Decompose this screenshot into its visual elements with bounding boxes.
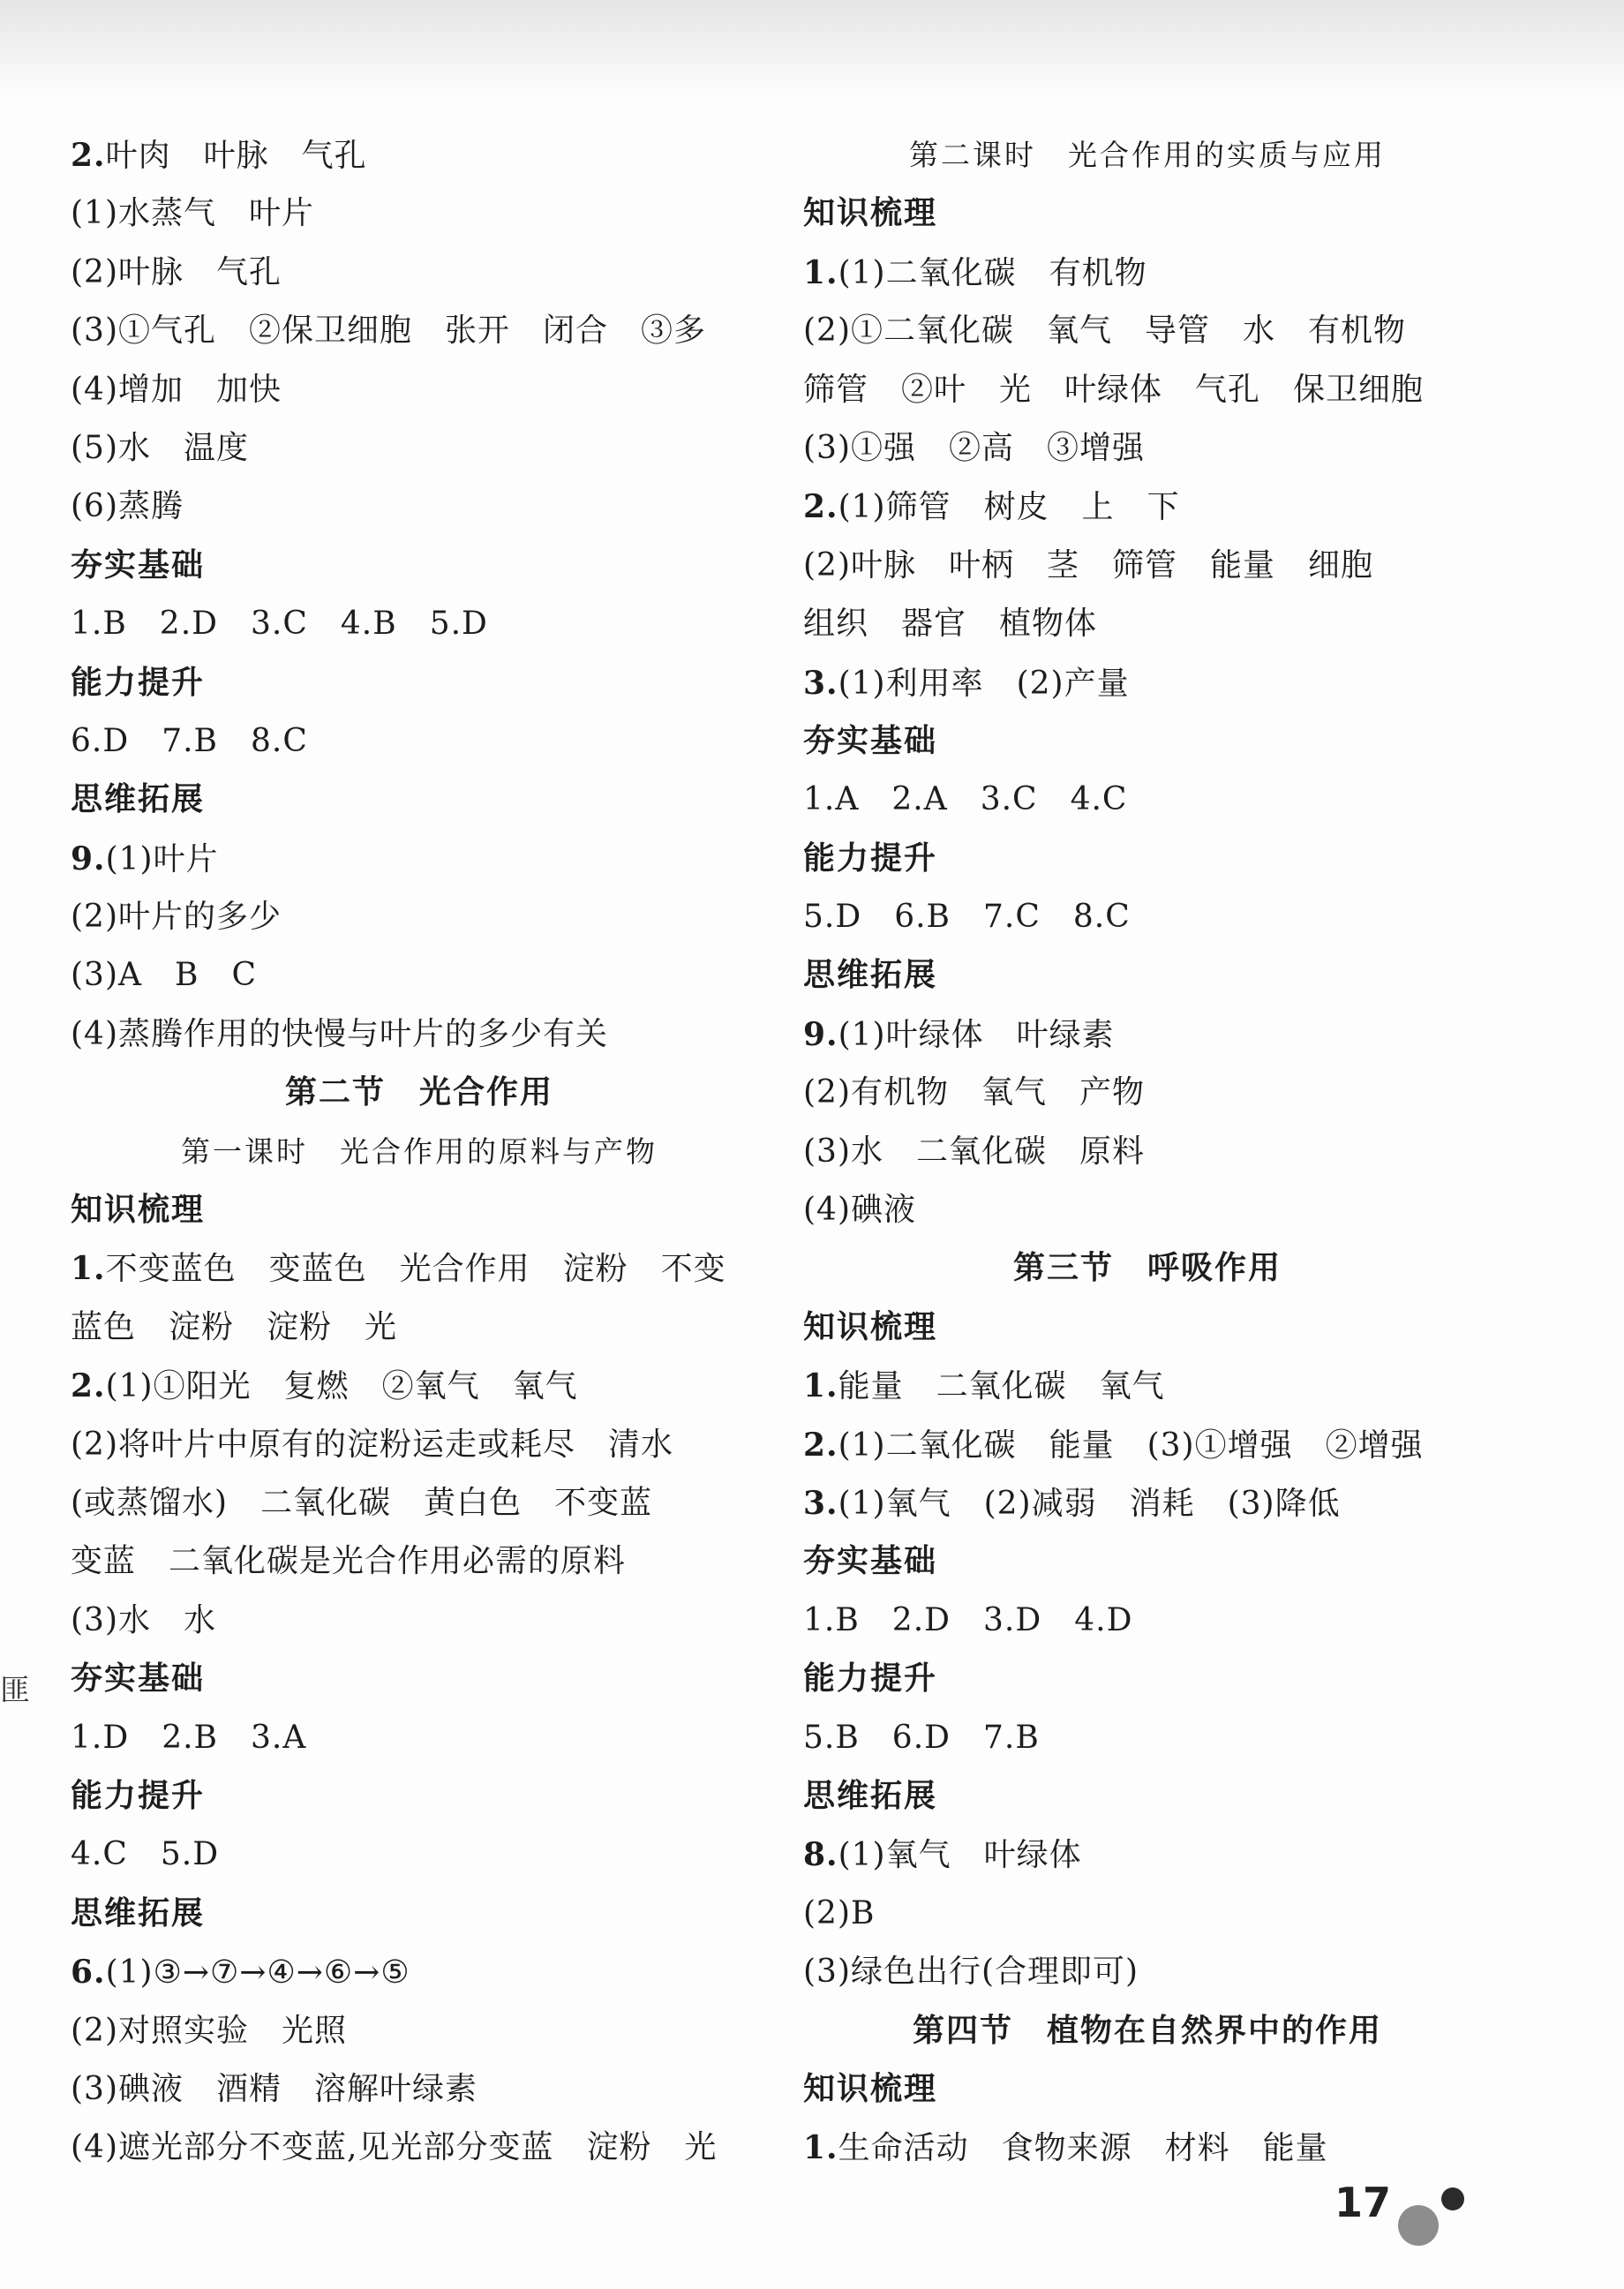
- page-decoration-dot-small: [1441, 2187, 1464, 2210]
- answer-text: 5.D 6.B 7.C 8.C: [803, 899, 1131, 936]
- answer-line: [71, 1532, 768, 1591]
- answer-text: (1)①阳光 复燃 ②氧气 氧气: [105, 1368, 578, 1405]
- answer-line: [71, 830, 768, 888]
- subsection-heading: 能力提升: [803, 840, 938, 877]
- answer-text: (1)水蒸气 叶片: [71, 195, 314, 232]
- answer-line: [71, 2060, 768, 2119]
- question-number: 9.: [803, 1015, 838, 1053]
- answer-text: 1.A 2.A 3.C 4.C: [803, 781, 1128, 818]
- answer-text: (或蒸馏水) 二氧化碳 黄白色 不变蓝: [71, 1484, 653, 1521]
- answer-line: [803, 537, 1492, 595]
- answer-line: [803, 1826, 1492, 1884]
- answer-line: [803, 595, 1492, 653]
- answer-text: 1.B 2.D 3.C 4.B 5.D: [71, 606, 488, 643]
- question-number: 2.: [71, 137, 106, 174]
- answer-text: 4.C 5.D: [71, 1836, 220, 1873]
- answer-text: (6)蒸腾: [71, 488, 184, 525]
- answer-text: (3)碘液 酒精 溶解叶绿素: [71, 2070, 477, 2107]
- answer-line: [803, 771, 1492, 829]
- answer-line: [71, 361, 768, 419]
- section-title: 第四节 植物在自然界中的作用: [912, 2012, 1382, 2049]
- answer-text: (2)对照实验 光照: [71, 2012, 347, 2049]
- answer-text: 蓝色 淀粉 淀粉 光: [71, 1308, 398, 1345]
- answer-line: [71, 595, 768, 653]
- answer-line: [803, 1474, 1492, 1532]
- subsection-heading: 能力提升: [803, 1660, 938, 1698]
- answer-line: [71, 1943, 768, 2001]
- answer-line: [803, 1592, 1492, 1650]
- answer-line: [71, 478, 768, 536]
- answer-line: [803, 1123, 1492, 1181]
- answer-text: (1)利用率 (2)产量: [838, 665, 1130, 702]
- answer-text: (1)二氧化碳 能量 (3)①增强 ②增强: [838, 1427, 1424, 1464]
- subsection-heading: 夯实基础: [71, 546, 206, 584]
- right-column: [803, 126, 1492, 2178]
- answer-text: (2)叶片的多少: [71, 899, 282, 936]
- answer-line: [71, 1357, 768, 1415]
- answer-line: [71, 2002, 768, 2060]
- subsection-heading: 夯实基础: [803, 722, 938, 759]
- question-number: 3.: [803, 664, 838, 702]
- subsection-heading: 思维拓展: [803, 1777, 938, 1814]
- answer-text: 1.B 2.D 3.D 4.D: [803, 1601, 1133, 1638]
- subsection-heading: 知识梳理: [803, 1308, 938, 1345]
- answer-line: [71, 184, 768, 243]
- answer-line: [71, 1474, 768, 1532]
- question-number: 6.: [71, 1954, 106, 1992]
- answer-text: (3)①气孔 ②保卫细胞 张开 闭合 ③多: [71, 312, 706, 350]
- answer-text: 组织 器官 植物体: [803, 606, 1098, 643]
- page-number: 17: [1335, 2179, 1392, 2226]
- answer-text: (3)①强 ②高 ③增强: [803, 429, 1145, 466]
- answer-line: [71, 1299, 768, 1357]
- answer-text: (2)叶脉 叶柄 茎 筛管 能量 细胞: [803, 546, 1373, 584]
- answer-line: [803, 244, 1492, 302]
- answer-text: 1.D 2.B 3.A: [71, 1719, 307, 1756]
- answer-text: (1)筛管 树皮 上 下: [838, 489, 1180, 526]
- question-number: 2.: [803, 1426, 838, 1464]
- answer-text: 不变蓝色 变蓝色 光合作用 淀粉 不变: [105, 1251, 726, 1288]
- answer-text: (1)氧气 叶绿体: [838, 1837, 1082, 1874]
- answer-line: [71, 1826, 768, 1884]
- subsection-heading: 知识梳理: [803, 195, 938, 232]
- answer-text: (2)B: [803, 1894, 876, 1931]
- answer-text: (5)水 温度: [71, 429, 249, 466]
- answer-text: 6.D 7.B 8.C: [71, 722, 308, 759]
- answer-text: 变蓝 二氧化碳是光合作用必需的原料: [71, 1543, 627, 1580]
- answer-line: [71, 1239, 768, 1298]
- answer-line: [71, 244, 768, 302]
- answer-line: [71, 1592, 768, 1650]
- answer-line: [71, 126, 768, 184]
- question-number: 1.: [71, 1250, 106, 1288]
- answer-text: (3)A B C: [71, 957, 257, 994]
- answer-line: [803, 1064, 1492, 1122]
- answer-text: (1)叶片: [105, 840, 219, 877]
- answer-line: [71, 712, 768, 771]
- subsection-heading: 思维拓展: [803, 957, 938, 994]
- subsection-heading: 夯实基础: [71, 1660, 206, 1698]
- answer-line: [803, 1005, 1492, 1064]
- answer-line: [71, 1005, 768, 1064]
- answer-text: (4)遮光部分不变蓝,见光部分变蓝 淀粉 光: [71, 2129, 718, 2166]
- subsection-heading: 能力提升: [71, 664, 206, 701]
- answer-line: [803, 1709, 1492, 1767]
- answer-line: [803, 654, 1492, 712]
- scan-shadow: [0, 0, 1624, 106]
- subsection-heading: 思维拓展: [71, 781, 206, 818]
- answer-text: (4)碘液: [803, 1192, 916, 1229]
- answer-text: (2)①二氧化碳 氧气 导管 水 有机物: [803, 312, 1406, 350]
- answer-text: (3)水 水: [71, 1601, 216, 1638]
- question-number: 8.: [803, 1836, 838, 1874]
- answer-text: (1)氧气 (2)减弱 消耗 (3)降低: [838, 1485, 1341, 1522]
- section-title: 第二节 光合作用: [284, 1074, 553, 1111]
- answer-line: [71, 1709, 768, 1767]
- section-title: 第三节 呼吸作用: [1012, 1250, 1282, 1287]
- answer-text: (2)叶脉 气孔: [71, 253, 282, 290]
- answer-text: (1)二氧化碳 有机物: [838, 254, 1147, 291]
- answer-text: 生命活动 食物来源 材料 能量: [838, 2130, 1328, 2167]
- subsection-heading: 能力提升: [71, 1777, 206, 1814]
- answer-line: [803, 419, 1492, 478]
- subsection-heading: 思维拓展: [71, 1894, 206, 1931]
- left-column: [71, 126, 768, 2178]
- question-number: 1.: [803, 2129, 838, 2167]
- answer-text: 5.B 6.D 7.B: [803, 1719, 1040, 1756]
- answer-text: 能量 二氧化碳 氧气: [838, 1368, 1165, 1405]
- question-number: 2.: [803, 488, 838, 526]
- answer-line: [803, 1885, 1492, 1943]
- lesson-title: 第二课时 光合作用的实质与应用: [909, 138, 1386, 172]
- answer-text: (4)增加 加快: [71, 371, 282, 408]
- answer-line: [71, 1416, 768, 1474]
- answer-line: [803, 1943, 1492, 2001]
- margin-mark: 匪: [0, 1673, 30, 1708]
- answer-line: [803, 1416, 1492, 1474]
- answer-line: [803, 1181, 1492, 1239]
- subsection-heading: 夯实基础: [803, 1543, 938, 1580]
- answer-text: (2)有机物 氧气 产物: [803, 1074, 1145, 1111]
- answer-line: [803, 888, 1492, 946]
- page-decoration-dot-large: [1398, 2205, 1439, 2246]
- subsection-heading: 知识梳理: [71, 1192, 206, 1229]
- question-number: 1.: [803, 1367, 838, 1405]
- question-number: 3.: [803, 1484, 838, 1522]
- answer-line: [71, 419, 768, 478]
- answer-text: (4)蒸腾作用的快慢与叶片的多少有关: [71, 1015, 608, 1052]
- answer-text: (1)③→⑦→④→⑥→⑤: [105, 1954, 410, 1992]
- question-number: 9.: [71, 840, 106, 877]
- answer-text: 叶肉 叶脉 气孔: [105, 138, 367, 174]
- question-number: 1.: [803, 253, 838, 291]
- question-number: 2.: [71, 1367, 106, 1405]
- answer-text: (2)将叶片中原有的淀粉运走或耗尽 清水: [71, 1426, 673, 1463]
- answer-text: (3)绿色出行(合理即可): [803, 1954, 1139, 1991]
- answer-text: 筛管 ②叶 光 叶绿体 气孔 保卫细胞: [803, 371, 1425, 408]
- subsection-heading: 知识梳理: [803, 2070, 938, 2107]
- answer-line: [803, 1357, 1492, 1415]
- answer-line: [71, 2119, 768, 2177]
- answer-line: [71, 888, 768, 946]
- answer-line: [71, 302, 768, 360]
- answer-line: [803, 2119, 1492, 2177]
- answer-text: (1)叶绿体 叶绿素: [838, 1016, 1115, 1053]
- lesson-title: 第一课时 光合作用的原料与产物: [181, 1133, 658, 1169]
- answer-line: [803, 361, 1492, 419]
- answer-line: [803, 302, 1492, 360]
- answer-line: [71, 946, 768, 1005]
- answer-line: [803, 478, 1492, 536]
- answer-text: (3)水 二氧化碳 原料: [803, 1133, 1145, 1170]
